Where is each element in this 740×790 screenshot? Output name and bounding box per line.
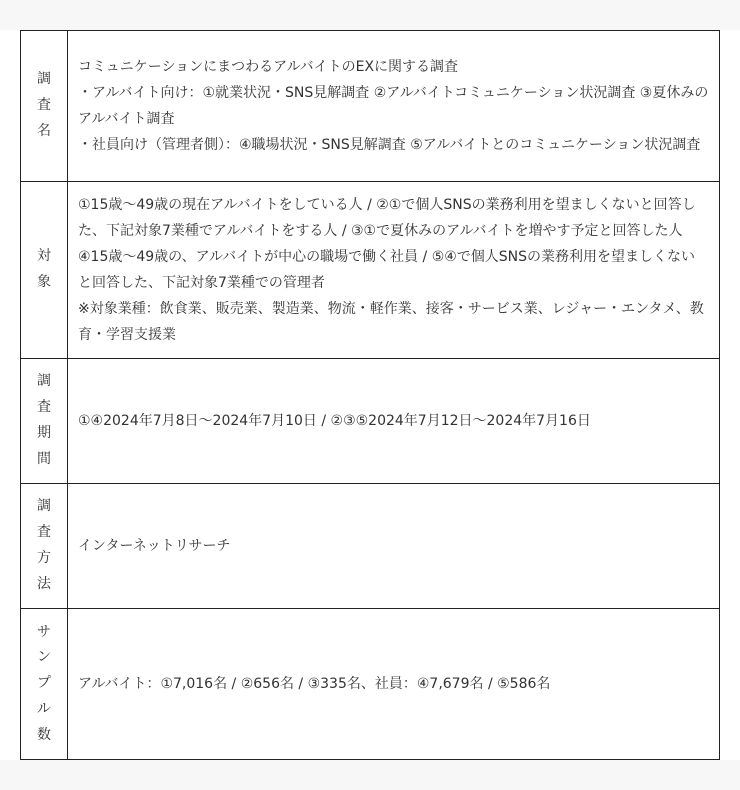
label-cell-survey-period (21, 359, 68, 484)
row-label: 調査方法 (36, 498, 51, 592)
value-line: ④15歳〜49歳の、アルバイトが中心の職場で働く社員 / ⑤④で個人SNSの業務利用を望ましくないと回答した、下記対象7業種での管理者 (78, 249, 696, 291)
table-row-survey-period (21, 359, 720, 484)
label-cell-target (21, 182, 68, 359)
value-line: コミュニケーションにまつわるアルバイトのEXに関する調査 (78, 59, 459, 75)
table-row-sample-size (21, 609, 720, 760)
value-line: ※対象業種：飲食業、販売業、製造業、物流・軽作業、接客・サービス業、レジャー・エンタメ、教育・学習支援業 (78, 301, 704, 343)
value-line: ・社員向け（管理者側）：④職場状況・SNS見解調査 ⑤アルバイトとのコミュニケーション状況調査 (78, 137, 701, 153)
table-row-survey-name (21, 31, 720, 182)
table-row-target (21, 182, 720, 359)
value-cell-survey-period (68, 359, 720, 484)
row-label: 調査名 (36, 71, 51, 139)
table-row-survey-method (21, 484, 720, 609)
value-line: アルバイト：①7,016名 / ②656名 / ③335名、社員：④7,679名 / ⑤586名 (78, 676, 551, 692)
value-cell-survey-method (68, 484, 720, 609)
row-label: 対象 (36, 248, 51, 290)
value-cell-sample-size (68, 609, 720, 760)
survey-overview-table (20, 30, 720, 760)
label-cell-survey-name (21, 31, 68, 182)
row-label: サンプル数 (36, 623, 51, 743)
row-label: 調査期間 (36, 373, 51, 467)
value-cell-target (68, 182, 720, 359)
value-line: ・アルバイト向け：①就業状況・SNS見解調査 ②アルバイトコミュニケーション状況調査 ③夏休みのアルバイト調査 (78, 85, 709, 127)
value-cell-survey-name (68, 31, 720, 182)
value-line: ①④2024年7月8日〜2024年7月10日 / ②③⑤2024年7月12日〜2024年7月16日 (78, 413, 591, 429)
value-line: ①15歳〜49歳の現在アルバイトをしている人 / ②①で個人SNSの業務利用を望ましくないと回答した、下記対象7業種でアルバイトをする人 / ③①で夏休みのアルバイトを増やす予定と回答した人 (78, 197, 696, 239)
value-line: インターネットリサーチ (78, 538, 231, 554)
label-cell-survey-method (21, 484, 68, 609)
label-cell-sample-size (21, 609, 68, 760)
document-sheet (0, 30, 740, 760)
